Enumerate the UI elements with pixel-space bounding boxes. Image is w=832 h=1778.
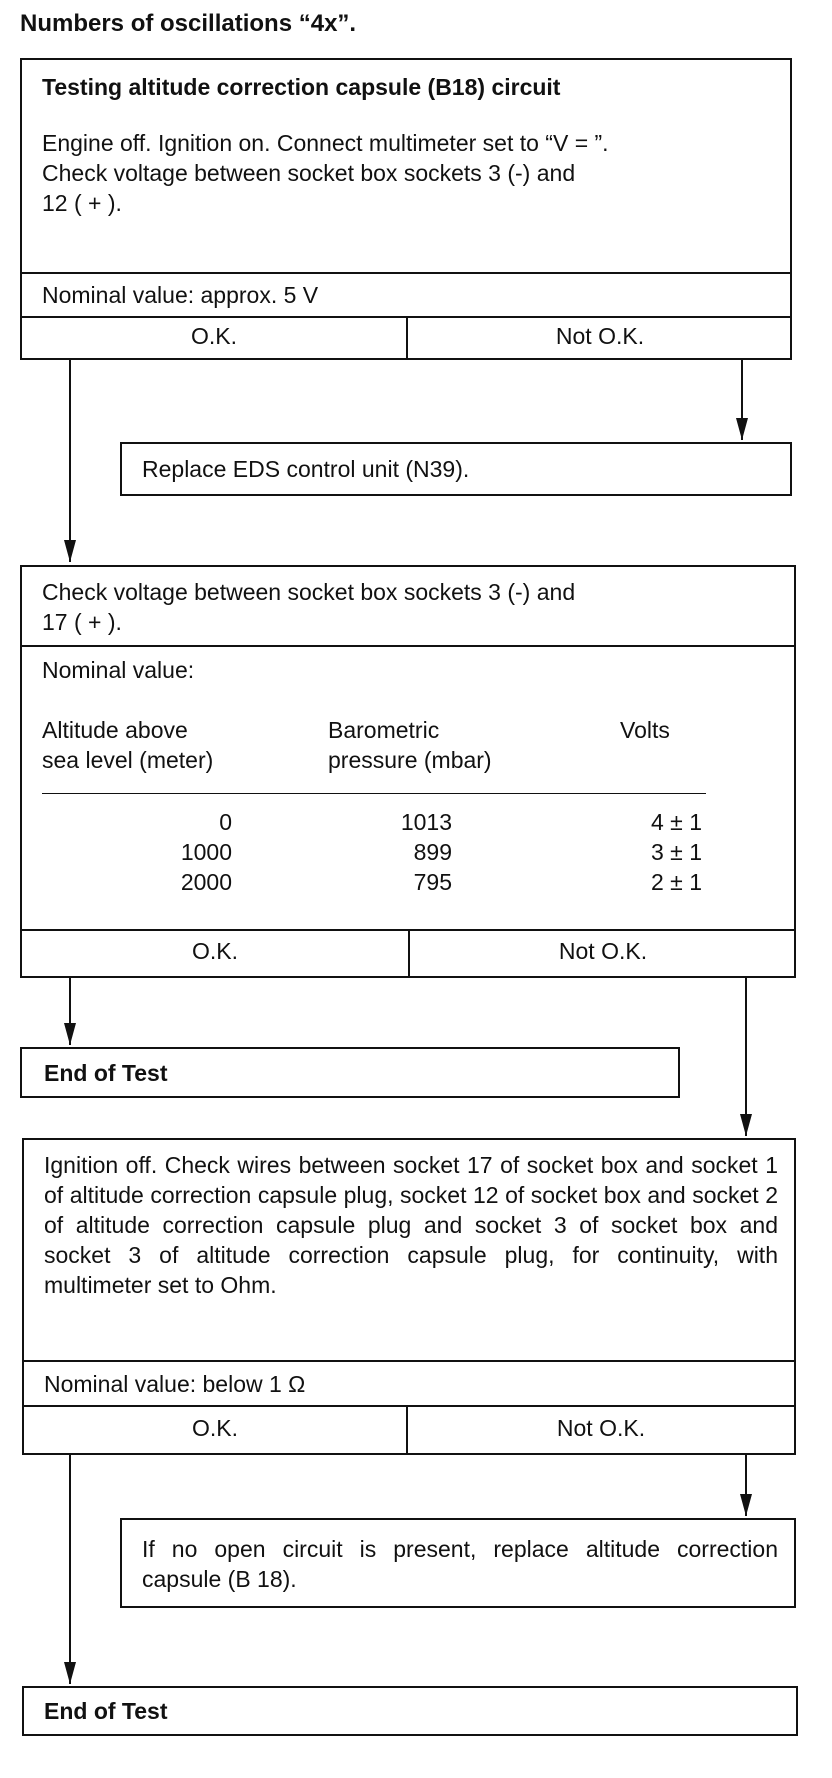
cell-volts: 3 ± 1 — [651, 839, 702, 865]
cell-volts: 2 ± 1 — [651, 869, 702, 895]
not-ok-label: Not O.K. — [555, 323, 645, 349]
instruction-line: Check voltage between socket box sockets 3 (-) and — [42, 160, 576, 186]
replace-eds-text: Replace EDS control unit (N39). — [142, 456, 470, 482]
cell-pressure: 899 — [413, 839, 452, 865]
block-title: Testing altitude correction capsule (B18) circuit — [42, 74, 561, 100]
cell-pressure: 795 — [413, 869, 452, 895]
header-line: sea level (meter) — [42, 747, 214, 773]
cell-volts: 4 ± 1 — [651, 809, 702, 835]
ok-label: O.K. — [190, 323, 237, 349]
instruction-line: Check voltage between socket box sockets 3 (-) and — [42, 579, 576, 605]
ok-label: O.K. — [191, 938, 238, 964]
arrowhead-icon — [64, 1662, 76, 1684]
cell-altitude: 1000 — [180, 839, 232, 865]
col-header-volts: Volts — [620, 717, 670, 743]
end-of-test-text: End of Test — [44, 1698, 168, 1724]
header-line: Altitude above — [42, 717, 188, 743]
not-ok-label: Not O.K. — [558, 938, 648, 964]
replace-capsule-text: If no open circuit is present, replace altitude correction capsule (B 18). — [142, 1536, 778, 1592]
page-heading: Numbers of oscillations “4x”. — [20, 10, 357, 37]
nominal-label: Nominal value: — [42, 657, 195, 683]
header-line: Barometric — [328, 717, 440, 743]
end-of-test-text: End of Test — [44, 1060, 168, 1086]
instruction-line: 17 ( + ). — [42, 609, 122, 635]
header-line: pressure (mbar) — [328, 747, 492, 773]
instruction-text: Ignition off. Check wires between socket 17 of socket box and socket 1 of altitude correction capsule plug, socket 12 of socket box and socket 2 of altitude correction capsule plug and socket 3 of socket box and socket 3 of altitude correction capsule plug, for continuity, with multimeter set to Ohm. — [44, 1152, 778, 1298]
nominal-value: Nominal value: below 1 Ω — [44, 1371, 306, 1397]
instruction-line: Engine off. Ignition on. Connect multimeter set to “V = ”. — [42, 130, 609, 156]
arrowhead-icon — [736, 418, 748, 440]
instruction-line: 12 ( + ). — [42, 190, 122, 216]
ok-label: O.K. — [191, 1415, 238, 1441]
arrowhead-icon — [740, 1114, 752, 1136]
arrowhead-icon — [740, 1494, 752, 1516]
arrowhead-icon — [64, 1023, 76, 1045]
not-ok-label: Not O.K. — [556, 1415, 646, 1441]
nominal-value: Nominal value: approx. 5 V — [42, 282, 319, 308]
cell-pressure: 1013 — [400, 809, 452, 835]
cell-altitude: 0 — [219, 809, 232, 835]
arrowhead-icon — [64, 540, 76, 562]
cell-altitude: 2000 — [180, 869, 232, 895]
